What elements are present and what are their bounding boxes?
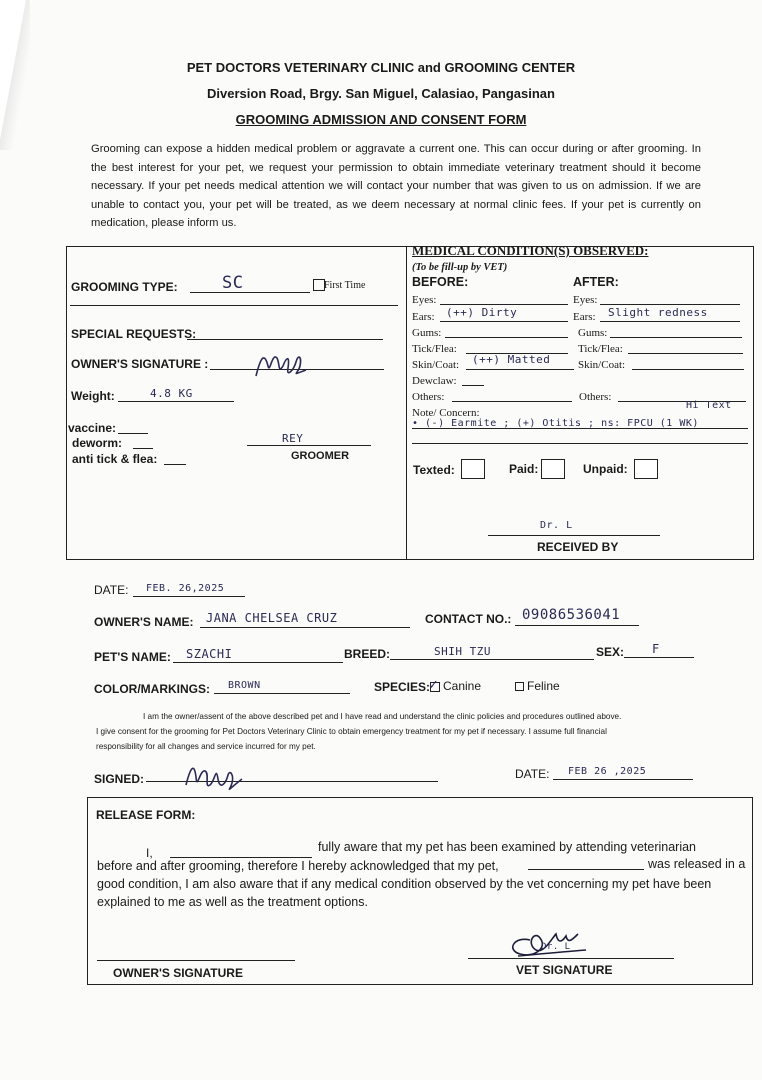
after-label: AFTER: xyxy=(573,275,619,289)
skin-after-label: Skin/Coat: xyxy=(578,359,626,371)
clinic-address: Diversion Road, Brgy. San Miguel, Calasiao, Pangasinan xyxy=(207,86,555,101)
release-pet-line[interactable] xyxy=(528,869,644,870)
deworm-label: deworm: xyxy=(72,436,123,450)
ears-after-line xyxy=(600,321,740,322)
vet-signature-line[interactable] xyxy=(468,958,674,959)
clinic-name: PET DOCTORS VETERINARY CLINIC and GROOMING CENTER xyxy=(186,60,576,75)
eyes-after-label: Eyes: xyxy=(573,294,598,306)
gums-after-label: Gums: xyxy=(578,327,608,339)
skin-before-label: Skin/Coat: xyxy=(412,359,460,371)
dewclaw-label: Dewclaw: xyxy=(412,375,457,387)
pet-name-value[interactable]: SZACHI xyxy=(186,647,233,661)
date2-value[interactable]: FEB 26 ,2025 xyxy=(568,766,647,777)
gums-before-line[interactable] xyxy=(445,337,568,338)
contact-value[interactable]: 09086536041 xyxy=(522,607,621,623)
ears-after-value[interactable]: Slight redness xyxy=(608,306,708,319)
skin-before-value[interactable]: (++) Matted xyxy=(472,353,551,366)
groomer-line xyxy=(247,445,371,446)
ears-before-label: Ears: xyxy=(412,311,435,323)
ears-after-label: Ears: xyxy=(573,311,596,323)
deworm-line[interactable] xyxy=(133,448,153,449)
paid-checkbox[interactable] xyxy=(541,459,565,479)
eyes-before-line[interactable] xyxy=(440,304,568,305)
consent-line-2: I give consent for the grooming for Pet Doctors Veterinary Clinic to obtain emergency treatment for my pet if necessary. I assume full financial xyxy=(96,727,607,736)
unpaid-checkbox[interactable] xyxy=(634,459,658,479)
others-before-label: Others: xyxy=(412,391,445,403)
canine-label: Canine xyxy=(443,679,482,693)
vet-signature-label: VET SIGNATURE xyxy=(516,963,613,977)
release-text-2a: before and after grooming, therefore I hereby acknowledged that my pet, xyxy=(97,859,499,873)
unpaid-label: Unpaid: xyxy=(583,462,628,476)
note-line-1 xyxy=(412,428,748,429)
special-requests-label: SPECIAL REQUESTS: xyxy=(71,327,197,341)
owner-signature-release-label: OWNER'S SIGNATURE xyxy=(113,966,243,980)
date2-label: DATE: xyxy=(515,767,550,781)
species-label: SPECIES: xyxy=(374,680,431,694)
color-value[interactable]: BROWN xyxy=(228,680,261,691)
date-label: DATE: xyxy=(94,583,129,597)
release-text-1a: I, xyxy=(146,846,153,860)
groomer-label: GROOMER xyxy=(291,450,350,462)
received-initials[interactable]: Dr. L xyxy=(540,520,573,531)
paid-label: Paid: xyxy=(509,462,539,476)
dewclaw-line[interactable] xyxy=(462,385,484,386)
sex-value[interactable]: F xyxy=(652,642,660,656)
color-line xyxy=(214,693,350,694)
feline-checkbox[interactable] xyxy=(515,682,524,691)
others-after-label: Others: xyxy=(579,391,612,403)
color-label: COLOR/MARKINGS: xyxy=(94,682,210,696)
intro-paragraph: Grooming can expose a hidden medical problem or aggravate a current one. This can occur during or after grooming. In the best interest for your pet, we request your permission to obtain immediate veterinary treatment should it become necessary. If your pet needs medical attention we will contact your number that was given to us on admission. If we are unable to contact you, your pet will be treated, as we deem necessary at normal clinic fees. If your pet is currently on medication, please inform us. xyxy=(91,143,701,229)
date2-line xyxy=(553,779,693,780)
gums-after-line[interactable] xyxy=(610,337,742,338)
medical-subtitle: (To be fill-up by VET) xyxy=(412,262,508,273)
anti-tick-line[interactable] xyxy=(164,464,186,465)
vaccine-label: vaccine: xyxy=(68,421,117,435)
owner-name-label: OWNER'S NAME: xyxy=(94,615,194,629)
ears-before-value[interactable]: (++) Dirty xyxy=(446,306,518,319)
date-value[interactable]: FEB. 26,2025 xyxy=(146,583,225,594)
skin-after-line[interactable] xyxy=(632,369,744,370)
breed-label: BREED: xyxy=(344,647,391,661)
before-label: BEFORE: xyxy=(412,275,469,289)
ears-before-line xyxy=(440,321,568,322)
release-text-1b: fully aware that my pet has been examined by attending veterinarian xyxy=(318,840,697,854)
vaccine-line[interactable] xyxy=(118,433,148,434)
weight-value[interactable]: 4.8 KG xyxy=(150,387,193,400)
received-line xyxy=(488,535,660,536)
vet-signature-initials: Dr. L xyxy=(541,942,571,952)
date-line xyxy=(133,596,245,597)
others-before-line[interactable] xyxy=(452,401,572,402)
grooming-extra-line xyxy=(70,305,398,306)
consent-line-1: I am the owner/assent of the above described pet and I have read and understand the clinic policies and procedures outlined above. xyxy=(143,712,622,721)
weight-label: Weight: xyxy=(71,389,115,403)
breed-value[interactable]: SHIH TZU xyxy=(434,645,491,658)
breed-line xyxy=(390,659,594,660)
texted-label: Texted: xyxy=(413,463,455,477)
owner-name-value[interactable]: JANA CHELSEA CRUZ xyxy=(206,611,338,625)
form-title: GROOMING ADMISSION AND CONSENT FORM xyxy=(235,112,527,127)
note-extra[interactable]: Hi Text xyxy=(686,400,732,411)
signed-label: SIGNED: xyxy=(94,772,145,786)
eyes-after-line[interactable] xyxy=(600,304,740,305)
release-box xyxy=(87,797,753,985)
pet-name-label: PET'S NAME: xyxy=(94,650,171,664)
tick-after-line[interactable] xyxy=(628,353,743,354)
sex-label: SEX: xyxy=(596,645,625,659)
grooming-type-value[interactable]: SC xyxy=(222,273,244,293)
contact-label: CONTACT NO.: xyxy=(425,612,512,626)
pet-name-line xyxy=(173,662,343,663)
tick-after-label: Tick/Flea: xyxy=(578,343,623,355)
note-label: Note/ Concern: xyxy=(412,407,480,419)
owner-signature-label: OWNER'S SIGNATURE : xyxy=(71,357,209,371)
owner-name-line xyxy=(200,627,410,628)
release-text-4: explained to me as well as the treatment options. xyxy=(97,895,368,909)
release-name-line[interactable] xyxy=(170,857,312,858)
note-value[interactable]: • (-) Earmite ; (+) Otitis ; ns: FPCU (1 WK) xyxy=(412,418,699,429)
release-title: RELEASE FORM: xyxy=(96,808,196,822)
medical-title: MEDICAL CONDITION(S) OBSERVED: xyxy=(412,243,649,258)
signed-signature-mark xyxy=(182,755,244,797)
consent-line-3: responsibility for all changes and service incurred for my pet. xyxy=(96,742,316,751)
sex-line xyxy=(624,657,694,658)
anti-tick-label: anti tick & flea: xyxy=(72,452,158,466)
gums-before-label: Gums: xyxy=(412,327,442,339)
groomer-value[interactable]: REY xyxy=(282,432,304,445)
first-time-label: First Time xyxy=(324,280,366,291)
weight-line xyxy=(118,401,234,402)
skin-before-line xyxy=(466,369,574,370)
tick-before-label: Tick/Flea: xyxy=(412,343,457,355)
note-line-2[interactable] xyxy=(412,443,748,444)
grooming-type-line xyxy=(190,292,310,293)
received-by-label: RECEIVED BY xyxy=(537,540,619,554)
feline-label: Feline xyxy=(527,679,560,693)
eyes-before-label: Eyes: xyxy=(412,294,437,306)
owner-signature-mark xyxy=(250,340,310,382)
canine-check-mark: ✓ xyxy=(428,677,439,692)
column-divider xyxy=(406,246,407,560)
owner-signature-release-line[interactable] xyxy=(97,960,295,961)
texted-checkbox[interactable] xyxy=(461,459,485,479)
grooming-type-label: GROOMING TYPE: xyxy=(71,280,178,294)
release-text-2b: was released in a xyxy=(648,857,746,871)
contact-line xyxy=(515,625,639,626)
release-text-3: good condition, I am also aware that if any medical condition observed by the vet concerning my pet have been xyxy=(97,877,712,891)
